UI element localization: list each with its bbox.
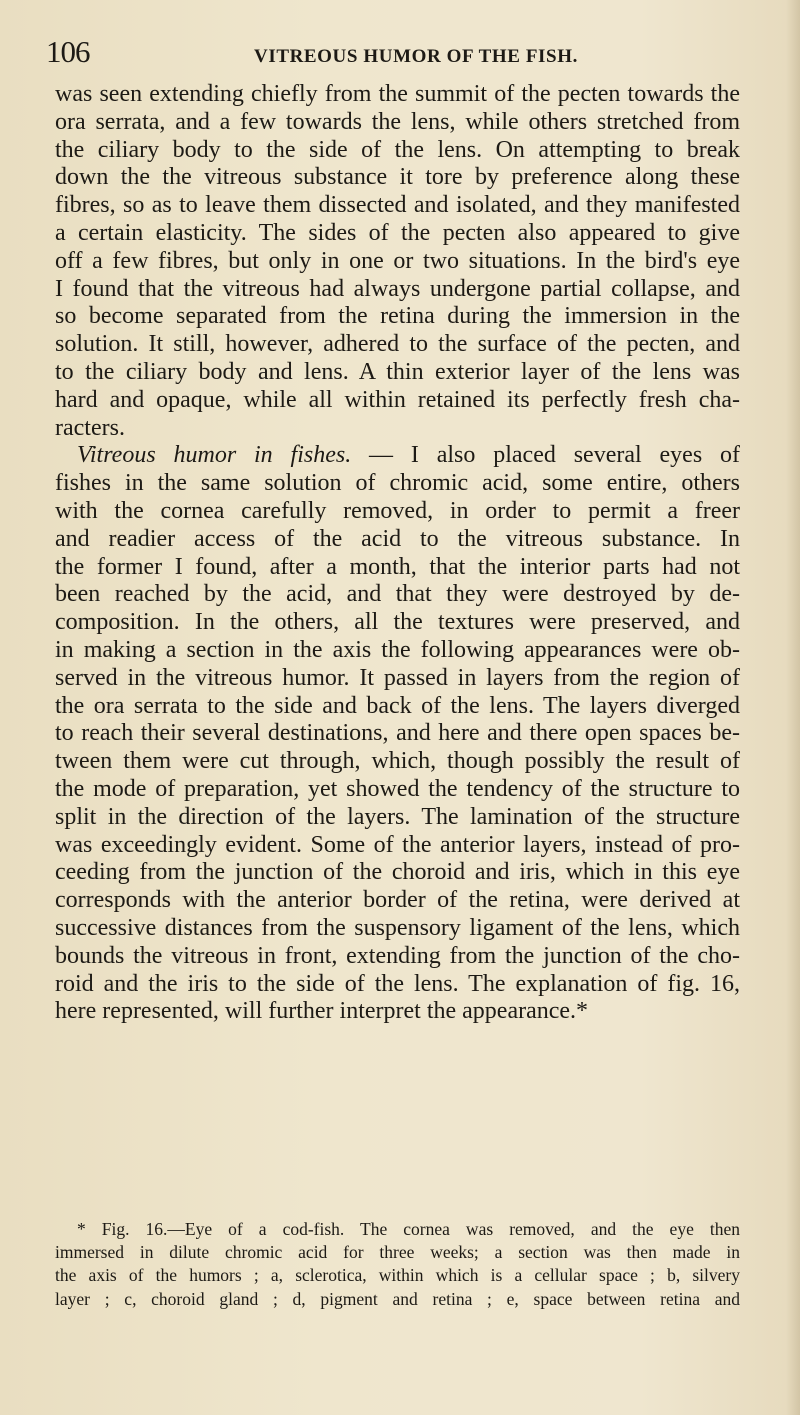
- body-line: to the ciliary body and lens. A thin exterior layer of the lens was: [55, 358, 740, 385]
- section-first-line: [55, 442, 740, 470]
- footnote-line: * Fig. 16.—Eye of a cod-fish. The cornea was removed, and the eye then: [77, 1219, 740, 1239]
- section-heading: Vitreous humor in fishes.: [77, 442, 352, 469]
- body-line: the ora serrata to the side and back of the lens. The layers diverged: [55, 692, 740, 719]
- page-edge-shadow: [786, 0, 800, 1415]
- body-line: a certain elasticity. The sides of the pecten also appeared to give: [55, 219, 740, 246]
- body-line: was exceedingly evident. Some of the anterior layers, instead of pro-: [55, 831, 740, 858]
- footnote: [55, 1218, 740, 1311]
- body-text: [55, 81, 740, 1026]
- body-line: with the cornea carefully removed, in order to permit a freer: [55, 497, 740, 524]
- body-line: the mode of preparation, yet showed the tendency of the structure to: [55, 775, 740, 802]
- footnote-line: immersed in dilute chromic acid for three weeks; a section was then made in: [55, 1242, 740, 1263]
- body-line: composition. In the others, all the textures were preserved, and: [55, 609, 740, 636]
- body-line: solution. It still, however, adhered to the surface of the pecten, and: [55, 331, 740, 358]
- body-line: ceeding from the junction of the choroid and iris, which in this eye: [55, 859, 740, 886]
- body-line: to reach their several destinations, and here and there open spaces be-: [55, 720, 740, 747]
- body-line: tween them were cut through, which, though possibly the result of: [55, 748, 740, 775]
- body-line: hard and opaque, while all within retained its perfectly fresh cha-: [55, 386, 740, 413]
- body-line: I found that the vitreous had always undergone partial collapse, and: [55, 275, 740, 302]
- page-number: 106: [46, 34, 90, 69]
- body-line: successive distances from the suspensory ligament of the lens, which: [55, 914, 740, 941]
- running-head: [46, 34, 746, 74]
- body-line: ora serrata, and a few towards the lens, while others stretched from: [55, 108, 740, 135]
- body-line: so become separated from the retina during the immersion in the: [55, 303, 740, 330]
- body-line: corresponds with the anterior border of the retina, were derived at: [55, 887, 740, 914]
- body-line: roid and the iris to the side of the lens. The explanation of fig. 16,: [55, 970, 740, 997]
- body-line: was seen extending chiefly from the summit of the pecten towards the: [55, 81, 740, 107]
- body-line: and readier access of the acid to the vitreous substance. In: [55, 525, 740, 552]
- body-line: here represented, will further interpret the appearance.*: [55, 998, 589, 1025]
- body-line: the former I found, after a month, that the interior parts had not: [55, 553, 740, 580]
- body-line: fishes in the same solution of chromic acid, some entire, others: [55, 470, 740, 497]
- body-line: bounds the vitreous in front, extending from the junction of the cho-: [55, 942, 740, 969]
- body-line: fibres, so as to leave them dissected and isolated, and they manifested: [55, 192, 740, 219]
- body-line: racters.: [55, 414, 125, 441]
- running-head-title: VITREOUS HUMOR OF THE FISH.: [254, 46, 578, 67]
- section-first-line-text: — I also placed several eyes of: [351, 442, 740, 469]
- body-line: been reached by the acid, and that they were destroyed by de-: [55, 581, 740, 608]
- body-line: the ciliary body to the side of the lens. On attempting to break: [55, 136, 740, 163]
- body-line: off a few fibres, but only in one or two situations. In the bird's eye: [55, 247, 740, 274]
- body-line: served in the vitreous humor. It passed in layers from the region of: [55, 664, 740, 691]
- body-line: down the the vitreous substance it tore by preference along these: [55, 164, 740, 191]
- body-line: split in the direction of the layers. The lamination of the structure: [55, 803, 740, 830]
- footnote-line: layer ; c, choroid gland ; d, pigment and retina ; e, space between retina and: [55, 1288, 740, 1309]
- body-line: in making a section in the axis the following appearances were ob-: [55, 636, 740, 663]
- footnote-line: the axis of the humors ; a, sclerotica, within which is a cellular space ; b, silvery: [55, 1265, 740, 1286]
